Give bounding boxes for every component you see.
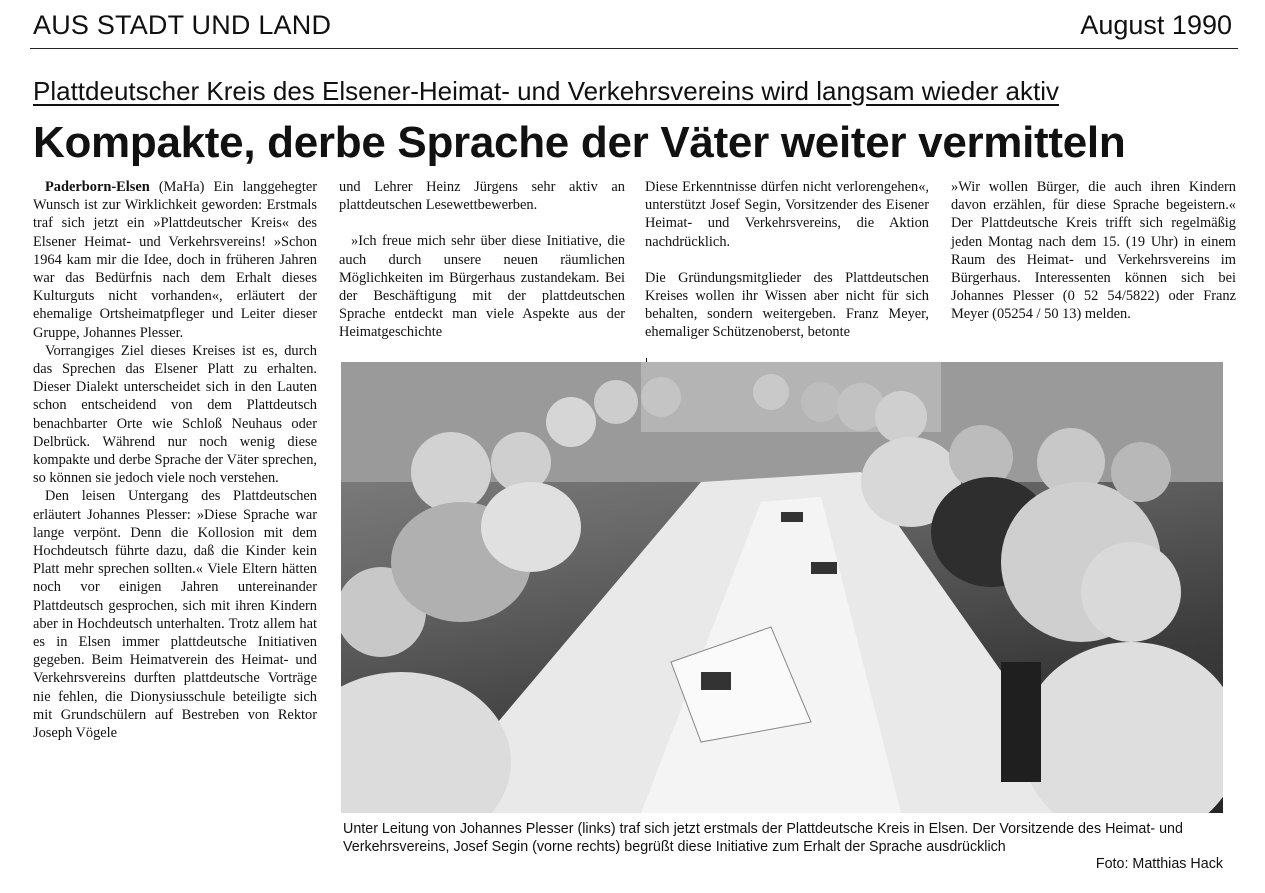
photo-caption: Unter Leitung von Johannes Plesser (links) traf sich jetzt erstmals der Plattdeutsche Kreis in Elsen. Der Vorsitzende des Heimat- und Verkehrsvereins, Josef Segin (vorne rechts) begrüßt diese Initiative zum Erhalt der Sprache ausdrücklich bbox=[343, 821, 1183, 855]
paragraph-text: (MaHa) Ein langgehegter Wunsch ist zur Wirklichkeit geworden: Erstmals traf sich jetzt ein »Plattdeutscher Kreis« des Elsener Heimat- und Verkehrsvereins! »Schon 1964 kam mir die Idee, doch in früheren Jahren war das Bedürfnis nach dem Erhalt dieses Kulturguts nicht vorhanden«, erläutert der ehemalige Ortsheimatpfleger und Leiter dieser Gruppe, Johannes Plesser. bbox=[33, 179, 317, 341]
paragraph: Den leisen Untergang des Plattdeutschen erläutert Johannes Plesser: »Diese Sprache war lange verpönt. Denn die Kollosion mit dem Hochdeutsch führte dazu, daß die Kinder kein Platt mehr sprechen sollten.« Viele Eltern hätten noch vor einigen Jahren untereinander Plattdeutsch gesprochen, sich mit ihren Kindern aber in Hochdeutsch unterhalten. Trotz allem hat es in Elsen immer plattdeutsche Initiativen gegeben. Beim Heimatverein des Heimat- und Verkehrsvereins durften plattdeutsche Vorträge nie fehlen, die Dionysiusschule beteiligte sich mit Grundschülern auf Bestreben von Rektor Joseph Vögele bbox=[33, 488, 317, 742]
paragraph: »Ich freue mich sehr über diese Initiative, die auch durch unsere neuen räumlichen Möglichkeiten im Bürgerhaus zustandekam. Bei der Beschäftigung mit der plattdeutschen Sprache entdeckt man viele Aspekte aus der Heimatgeschichte bbox=[339, 233, 625, 341]
text-column-4 bbox=[951, 178, 1236, 324]
photo-credit: Foto: Matthias Hack bbox=[1095, 856, 1223, 872]
group-photo bbox=[341, 362, 1223, 813]
paragraph bbox=[33, 178, 317, 342]
text-column-3 bbox=[645, 178, 929, 342]
article-headline: Kompakte, derbe Sprache der Väter weiter vermitteln bbox=[33, 118, 1126, 167]
article-kicker: Plattdeutscher Kreis des Elsener-Heimat- und Verkehrsvereins wird langsam wieder aktiv bbox=[33, 76, 1059, 106]
header-divider bbox=[30, 48, 1238, 49]
paragraph: Die Gründungsmitglieder des Plattdeutschen Kreises wollen ihr Wissen aber nicht für sich behalten, sondern weitergeben. Franz Meyer, ehemaliger Schützenoberst, betonte bbox=[645, 269, 929, 341]
paragraph: »Wir wollen Bürger, die auch ihren Kindern davon erzählen, für diese Sprache begeistern.« Der Plattdeutsche Kreis trifft sich regelmäßig jeden Montag nach dem 15. (19 Uhr) in einem Raum des Heimat- und Verkehrsvereins im Bürgerhaus. Interessenten können sich bei Johannes Plesser (0 52 54/5822) oder Franz Meyer (05254 / 50 13) melden. bbox=[951, 179, 1236, 323]
paragraph: Diese Erkenntnisse dürfen nicht verlorengehen«, unterstützt Josef Segin, Vorsitzender des Eisener Heimat- und Verkehrsvereins, die Aktion nachdrücklich. bbox=[645, 179, 929, 250]
paragraph: Vorrangiges Ziel dieses Kreises ist es, durch das Sprechen das Elsener Platt zu erhalten. Dieser Dialekt unterscheidet sich in den Lauten schon entscheidend von dem Plattdeutsch benachbarter Orte wie Schloß Neuhaus oder Delbrück. Während nur noch wenig diese kompakte und derbe Sprache der Väter sprechen, so können sie jedoch viele noch verstehen. bbox=[33, 342, 317, 487]
paragraph: und Lehrer Heinz Jürgens sehr aktiv an plattdeutschen Lesewettbewerben. bbox=[339, 179, 625, 214]
text-column-2 bbox=[339, 178, 625, 342]
issue-date: August 1990 bbox=[1080, 10, 1232, 40]
dateline: Paderborn-Elsen bbox=[45, 179, 150, 195]
photo-illustration bbox=[341, 362, 1223, 813]
section-title: AUS STADT UND LAND bbox=[33, 10, 332, 40]
text-column-1 bbox=[33, 178, 317, 742]
